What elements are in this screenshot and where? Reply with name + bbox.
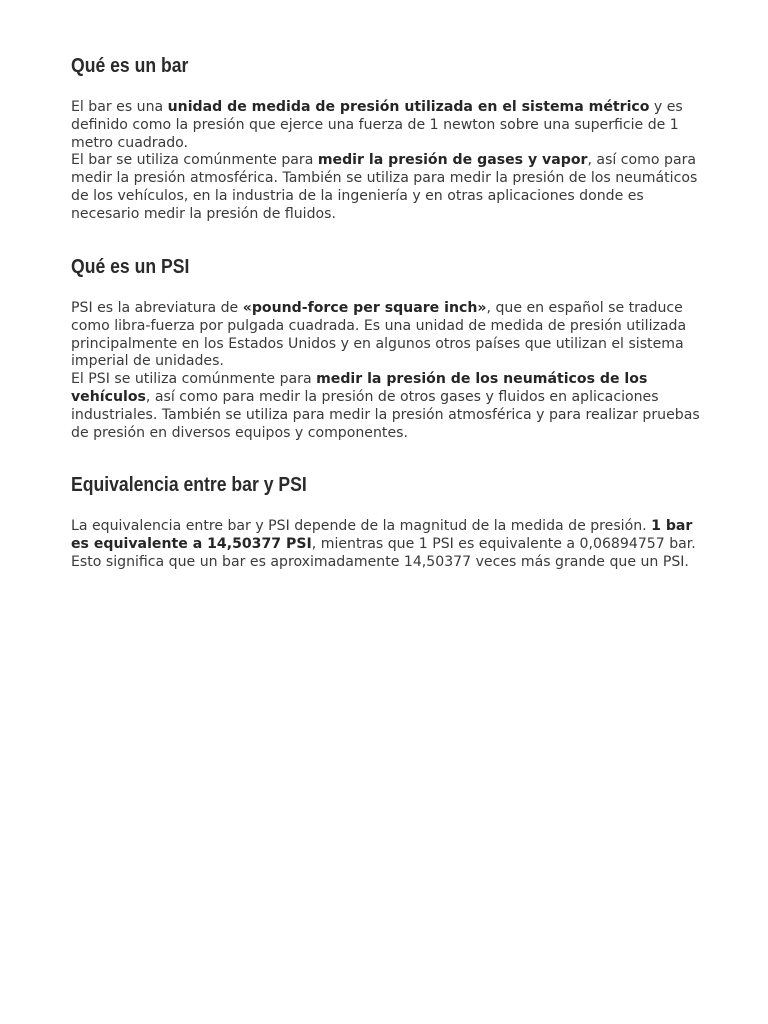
section-heading: Qué es un bar <box>71 55 189 77</box>
text-run: El PSI se utiliza comúnmente para <box>71 371 317 388</box>
text-run: y es definido como la presión que ejerce una fuerza de 1 newton sobre una superficie de 1 metro cuadrado. <box>71 99 683 151</box>
paragraph <box>71 99 711 152</box>
section-heading: Qué es un PSI <box>71 256 190 278</box>
paragraph <box>71 371 711 442</box>
section-equivalencia-entre-bar-y-psi <box>71 473 711 571</box>
paragraph <box>71 152 711 223</box>
paragraph <box>71 518 711 571</box>
bold-text-run: 1 bar es equivalente a 14,50377 PSI <box>71 518 693 552</box>
bold-text-run: medir la presión de gases y vapor <box>317 152 588 169</box>
text-run: , así como para medir la presión de otros gases y fluidos en aplicaciones industriales. También se utiliza para medir la presión atmosférica y para realizar pruebas de presión en diversos equipos y componentes. <box>71 388 700 441</box>
section-que-es-un-bar <box>71 54 711 224</box>
section-body <box>71 518 711 571</box>
text-run: , que en español se traduce como libra-fuerza por pulgada cuadrada. Es una unidad de medida de presión utilizada principalmente en los Estados Unidos y en algunos otros países que utilizan el sistema imperial de unidades. <box>71 300 687 370</box>
section-que-es-un-psi <box>71 255 711 442</box>
bold-text-run: «pound-force per square inch» <box>242 300 487 316</box>
section-heading: Equivalencia entre bar y PSI <box>71 474 307 496</box>
text-run: El bar se utiliza comúnmente para <box>71 152 318 169</box>
paragraph <box>71 300 711 371</box>
text-run: , así como para medir la presión atmosférica. También se utiliza para medir la presión de los neumáticos de los vehículos, en la industria de la ingeniería y en otras aplicaciones donde es necesario medir la presión de fluidos. <box>71 152 698 222</box>
section-body <box>71 99 711 224</box>
section-body <box>71 300 711 442</box>
bold-text-run: unidad de medida de presión utilizada en el sistema métrico <box>167 99 650 115</box>
bold-text-run: medir la presión de los neumáticos de los vehículos <box>71 371 648 405</box>
text-run: , mientras que 1 PSI es equivalente a 0,06894757 bar. Esto significa que un bar es aproximadamente 14,50377 veces más grande que un PSI. <box>71 535 696 570</box>
text-run: La equivalencia entre bar y PSI depende de la magnitud de la medida de presión. <box>71 518 652 534</box>
text-run: PSI es la abreviatura de <box>71 300 243 316</box>
text-run: El bar es una <box>71 99 168 115</box>
